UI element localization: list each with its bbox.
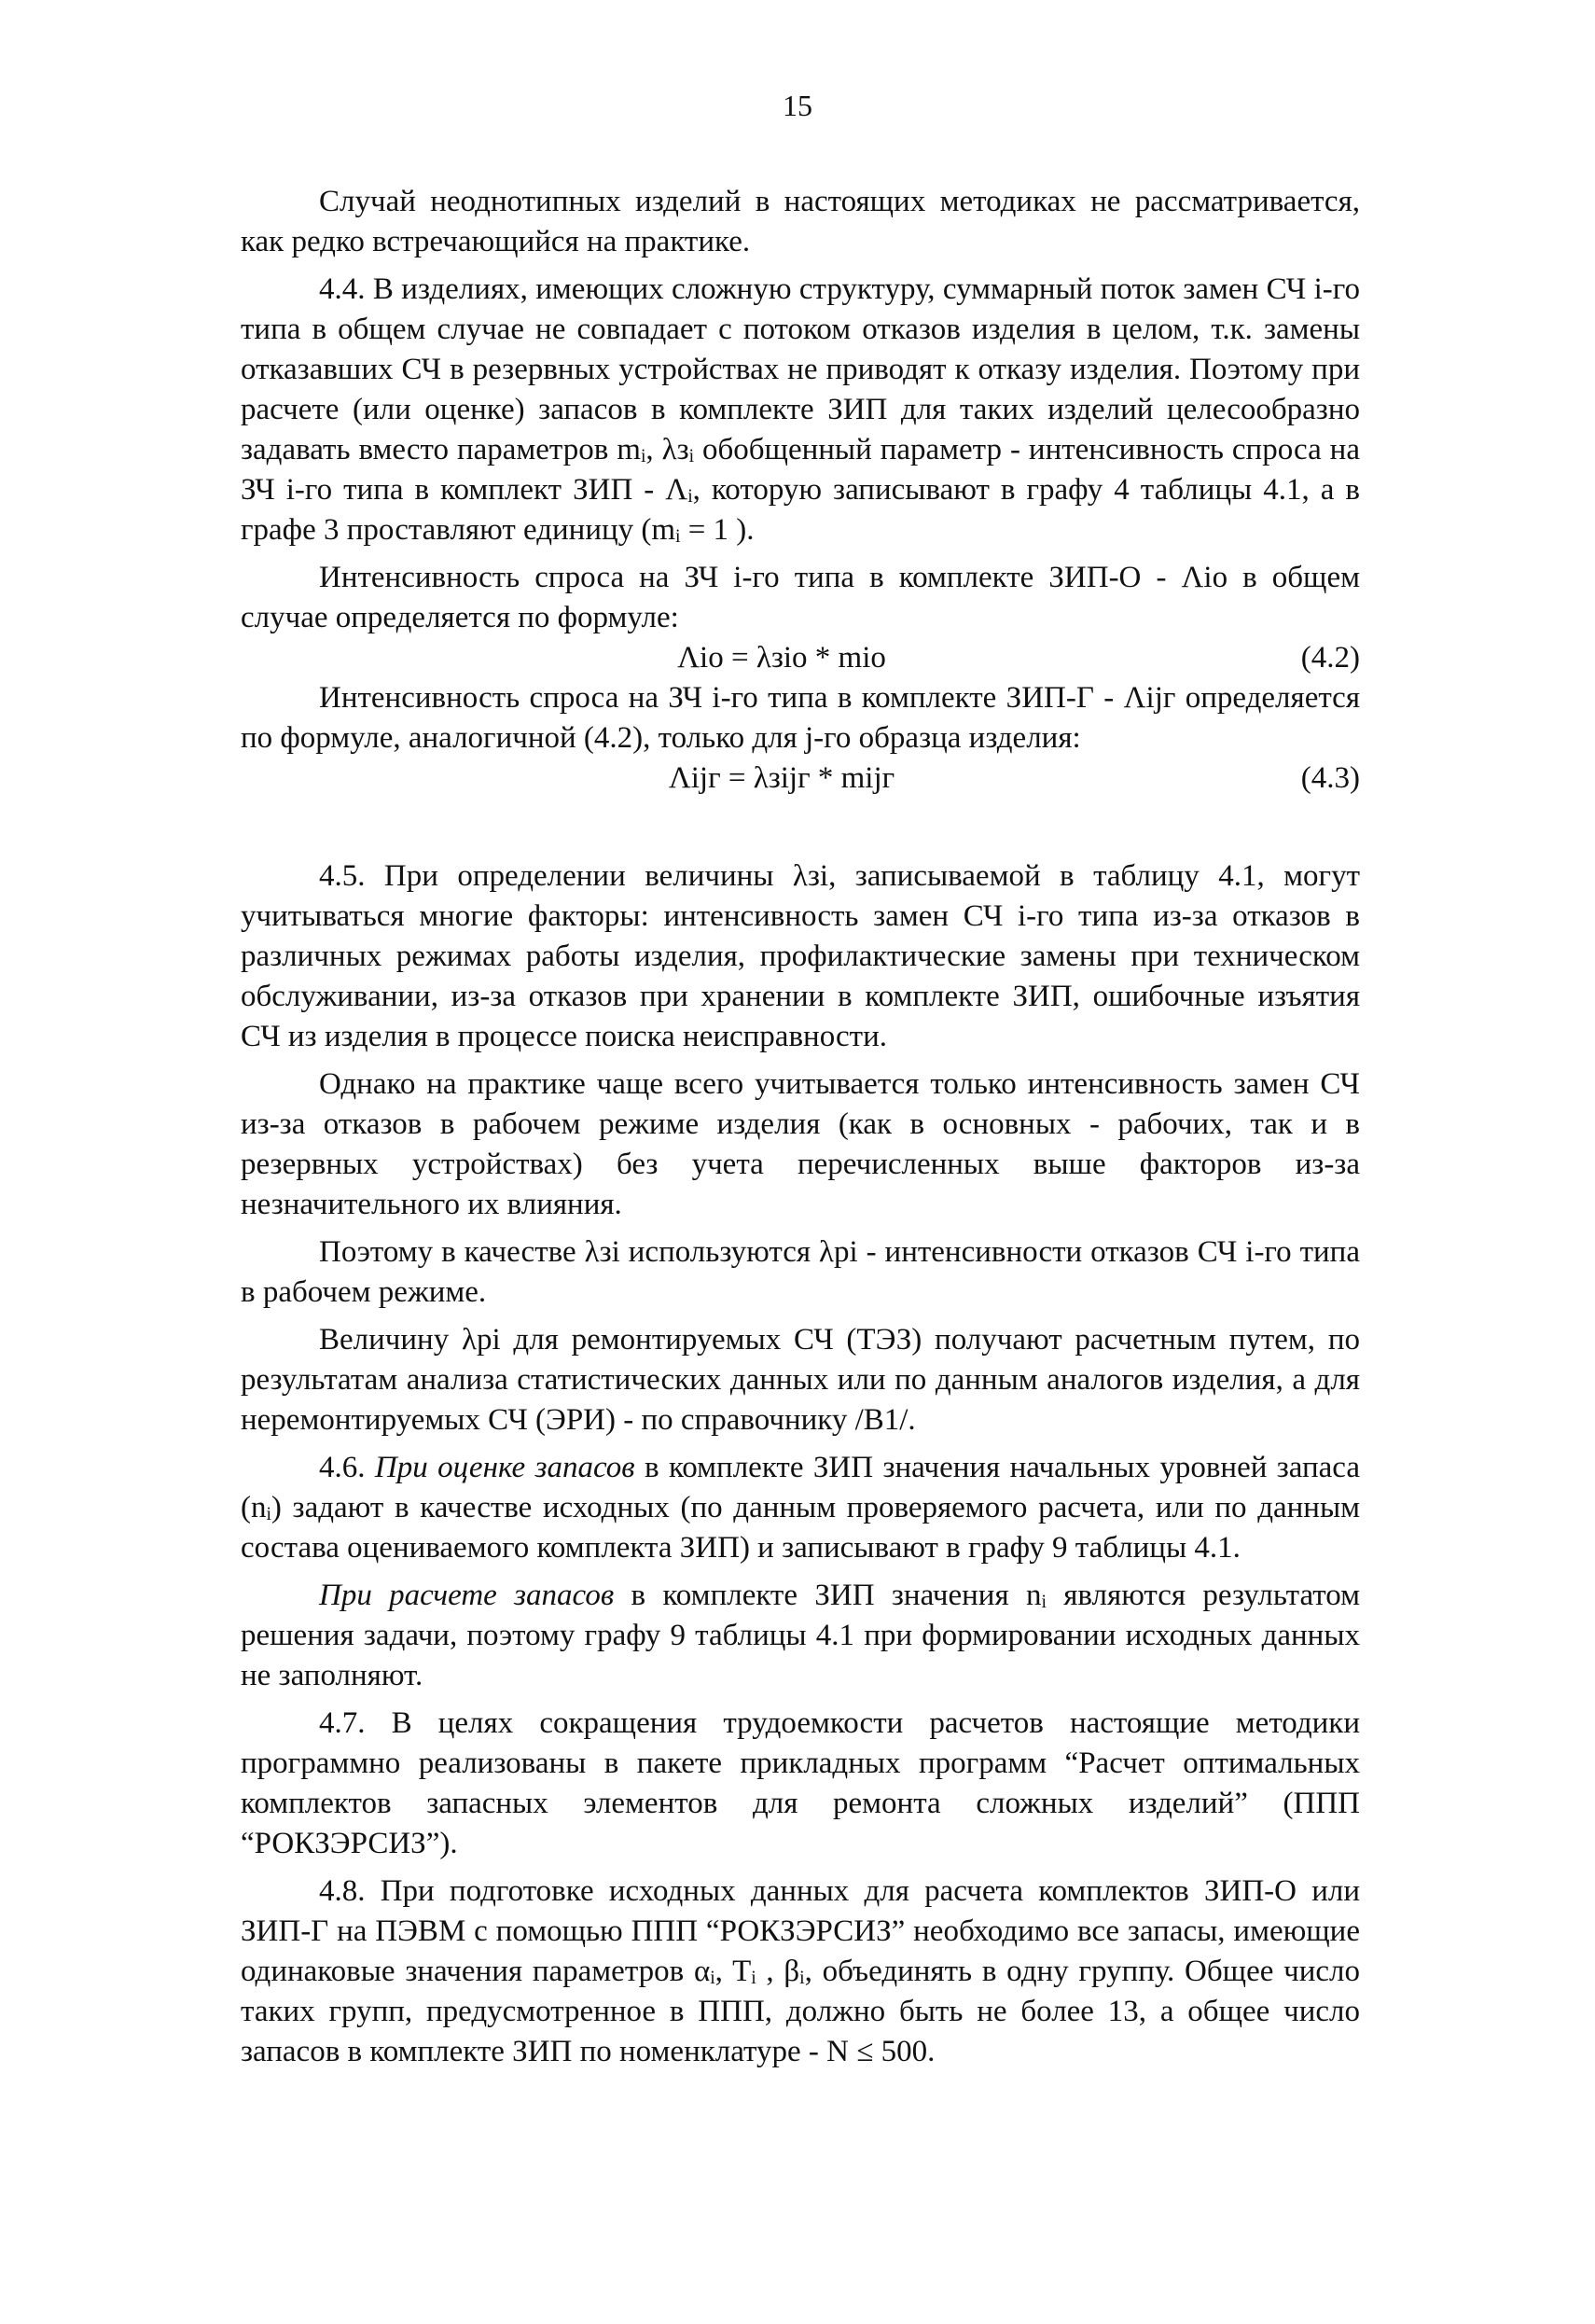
formula-number: (4.2) xyxy=(1300,641,1360,675)
formula-4-3 xyxy=(241,758,1360,799)
formula-text: Λio = λзio * mio xyxy=(677,641,886,675)
paragraph xyxy=(241,1448,1360,1568)
paragraph: Случай неоднотипных изделий в настоящих методиках не рассматривается, как редко встречающийся на практике. xyxy=(241,185,1360,258)
paragraph: Интенсивность спроса на ЗЧ i-го типа в комплекте ЗИП-Г - Λijг определяется по формуле, аналогичной (4.2), только для j-го образца изделия: xyxy=(241,681,1360,755)
formula-4-2 xyxy=(241,638,1360,678)
paragraph: 4.5. При определении величины λзi, записываемой в таблицу 4.1, могут учитываться многие факторы: интенсивность замен СЧ i-го типа из-за отказов в различных режимах работы изделия, профилактические замены при техническом обслуживании, из-за отказов при хранении в комплекте ЗИП, ошибочные изъятия СЧ из изделия в процессе поиска неисправности. xyxy=(241,859,1360,1053)
paragraph-number: 4.6. xyxy=(319,1451,375,1484)
paragraph: 4.7. В целях сокращения трудоемкости расчетов настоящие методики программно реализованы в пакете прикладных программ “Расчет оптимальных комплектов запасных элементов для ремонта сложных изделий” (ППП “РОКЗЭРСИЗ”). xyxy=(241,1706,1360,1860)
page-number: 15 xyxy=(783,89,812,122)
paragraph xyxy=(241,1576,1360,1696)
paragraph: 4.8. При подготовке исходных данных для расчета комплектов ЗИП-О или ЗИП-Г на ПЭВМ с помощью ППП “РОКЗЭРСИЗ” необходимо все запасы, имеющие одинаковые значения параметров αᵢ, Tᵢ , βᵢ, объединять в одну группу. Общее число таких групп, предусмотренное в ППП, должно быть не более 13, а общее число запасов в комплекте ЗИП по номенклатуре - N ≤ 500. xyxy=(241,1874,1360,2068)
paragraph: Интенсивность спроса на ЗЧ i-го типа в комплекте ЗИП-О - Λio в общем случае определяется по формуле: xyxy=(241,561,1360,634)
document-body xyxy=(241,182,1360,2080)
paragraph-text: в комплекте ЗИП значения начальных уровней запаса (nᵢ) задают в качестве исходных (по данным проверяемого расчета, или по данным состава оцениваемого комплекта ЗИП) и записывают в графу 9 таблицы 4.1. xyxy=(241,1451,1361,1565)
formula-number: (4.3) xyxy=(1300,761,1360,795)
paragraph: Величину λpi для ремонтируемых СЧ (ТЭЗ) получают расчетным путем, по результатам анализа статистических данных или по данным аналогов изделия, а для неремонтируемых СЧ (ЭРИ) - по справочнику /В1/. xyxy=(241,1323,1360,1437)
paragraph: Поэтому в качестве λзi используются λpi - интенсивности отказов СЧ i-го типа в рабочем режиме. xyxy=(241,1235,1360,1309)
formula-text: Λijг = λзijг * mijг xyxy=(668,761,895,795)
emphasis: При оценке запасов xyxy=(374,1451,635,1484)
paragraph: Однако на практике чаще всего учитывается только интенсивность замен СЧ из-за отказов в рабочем режиме изделия (как в основных - рабочих, так и в резервных устройствах) без учета перечисленных выше факторов из-за незначительного их влияния. xyxy=(241,1067,1360,1221)
paragraph-text: в комплекте ЗИП значения nᵢ являются результатом решения задачи, поэтому графу 9 таблицы 4.1 при формировании исходных данных не заполняют. xyxy=(241,1579,1360,1692)
emphasis: При расчете запасов xyxy=(319,1579,615,1612)
paragraph: 4.4. В изделиях, имеющих сложную структуру, суммарный поток замен СЧ i-го типа в общем случае не совпадает с потоком отказов изделия в целом, т.к. замены отказавших СЧ в резервных устройствах не приводят к отказу изделия. Поэтому при расчете (или оценке) запасов в комплекте ЗИП для таких изделий целесообразно задавать вместо параметров mᵢ, λзᵢ обобщенный параметр - интенсивность спроса на ЗЧ i-го типа в комплект ЗИП - Λᵢ, которую записывают в графу 4 таблицы 4.1, а в графе 3 проставляют единицу (mᵢ = 1 ). xyxy=(241,272,1360,547)
